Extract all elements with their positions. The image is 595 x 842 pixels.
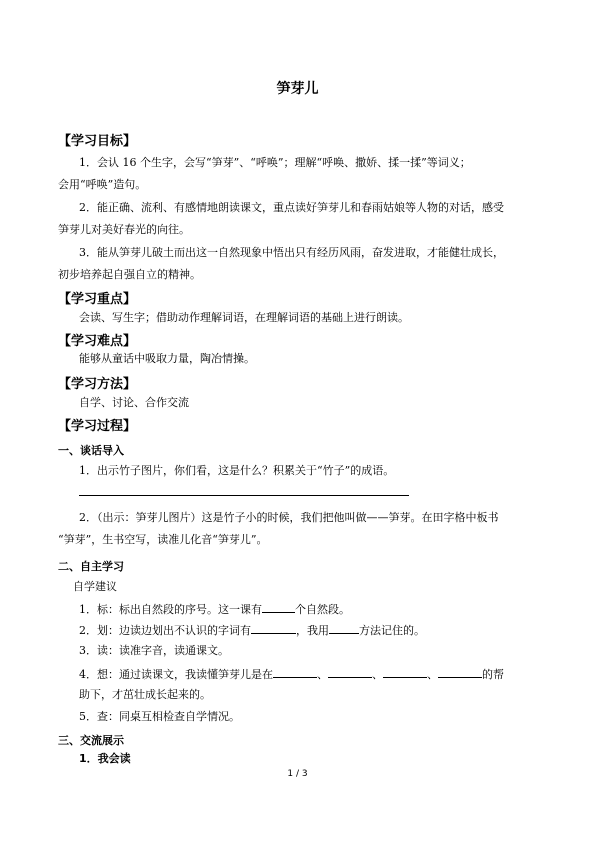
part1-line-2b: “笋芽”，生书空写，读准儿化音“笋芽儿”。 — [58, 533, 268, 546]
goal-3-line-b: 初步培养起自强自立的精神。 — [58, 268, 201, 281]
step-4-sep-2: 、 — [372, 668, 383, 681]
step-4-continuation: 助下，才茁壮成长起来的。 — [79, 688, 211, 701]
goal-2-line-a: 2．能正确、流利、有感情地朗读课文，重点读好笋芽儿和春雨姑娘等人物的对话，感受 — [79, 201, 504, 214]
goals-heading: 【学习目标】 — [58, 134, 137, 149]
step-2-text-a: 2．划：边读边划出不认识的字词有 — [79, 624, 251, 637]
step-4 — [79, 666, 504, 682]
self-study-intro: 自学建议 — [73, 580, 117, 593]
step-4-blank-2[interactable] — [328, 666, 372, 678]
process-heading: 【学习过程】 — [58, 419, 137, 434]
part1-line-2a: 2．（出示：笋芽儿图片）这是竹子小的时候，我们把他叫做——笋芽。在田字格中板书 — [79, 511, 499, 524]
part3-sub-1: 1．我会读 — [79, 752, 131, 765]
step-4-text-a: 4．想：通过读课文，我读懂笋芽儿是在 — [79, 668, 273, 681]
step-4-text-b: 的帮 — [482, 668, 504, 681]
step-4-blank-4[interactable] — [438, 666, 482, 678]
part3-heading: 三、交流展示 — [58, 734, 124, 747]
method-text: 自学、讨论、合作交流 — [79, 396, 189, 409]
step-3: 3．读：读准字音，读通课文。 — [79, 644, 229, 657]
answer-underline[interactable] — [79, 495, 409, 496]
step-4-sep-1: 、 — [317, 668, 328, 681]
goal-1-line-a: 1．会认 16 个生字，会写“笋芽”、“呼唤”；理解“呼唤、撒娇、揉一揉”等词义； — [79, 156, 471, 169]
step-1-text-a: 1．标：标出自然段的序号。这一课有 — [79, 603, 262, 616]
key-heading: 【学习重点】 — [58, 292, 137, 307]
part1-heading: 一、谈话导入 — [58, 444, 124, 457]
step-2 — [79, 622, 425, 638]
step-2-text-b: ，我用 — [296, 624, 329, 637]
key-text: 会读、写生字；借助动作理解词语，在理解词语的基础上进行朗读。 — [79, 311, 409, 324]
method-heading: 【学习方法】 — [58, 377, 137, 392]
goal-3-line-a: 3．能从笋芽儿破土而出这一自然现象中悟出只有经历风雨，奋发进取，才能健壮成长， — [79, 246, 504, 259]
part2-heading: 二、自主学习 — [58, 560, 124, 573]
step-2-text-c: 方法记住的。 — [359, 624, 425, 637]
goal-1-line-b: 会用“呼唤”造句。 — [58, 178, 147, 191]
part1-line-1: 1．出示竹子图片，你们看，这是什么？积累关于“竹子”的成语。 — [79, 464, 395, 477]
step-1 — [79, 601, 350, 617]
step-4-sep-3: 、 — [427, 668, 438, 681]
step-4-blank-3[interactable] — [383, 666, 427, 678]
step-1-text-b: 个自然段。 — [295, 603, 350, 616]
difficulty-heading: 【学习难点】 — [58, 334, 137, 349]
difficulty-text: 能够从童话中吸取力量，陶冶情操。 — [79, 352, 255, 365]
step-4-blank-1[interactable] — [273, 666, 317, 678]
step-5: 5．查：同桌互相检查自学情况。 — [79, 710, 240, 723]
step-2-blank-2[interactable] — [329, 622, 359, 634]
page-title: 笋芽儿 — [276, 81, 319, 97]
step-2-blank-1[interactable] — [251, 622, 296, 634]
step-1-blank[interactable] — [262, 601, 295, 613]
page-number: 1 / 3 — [287, 769, 308, 779]
goal-2-line-b: 笋芽儿对美好春光的向往。 — [58, 223, 190, 236]
